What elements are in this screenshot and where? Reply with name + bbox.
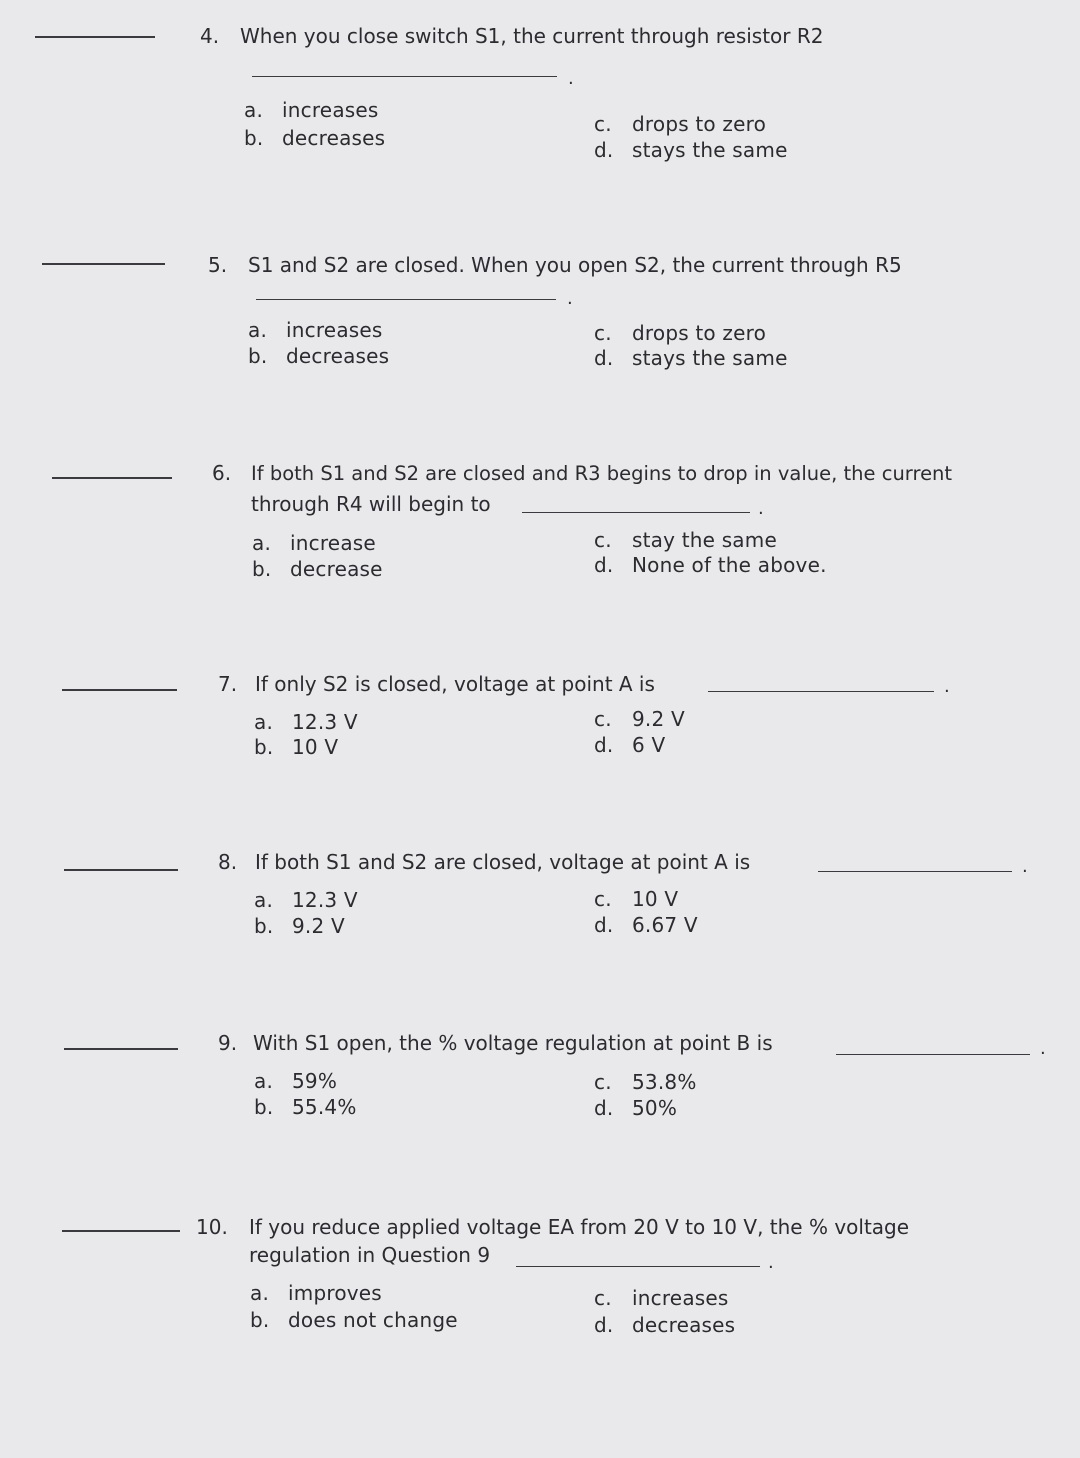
option-b[interactable] [254,914,345,938]
question-period: . [1022,856,1028,877]
option-text: does not change [288,1308,458,1332]
option-text: 55.4% [292,1095,357,1119]
option-b[interactable] [254,735,338,759]
option-c[interactable] [594,112,766,136]
option-text: 6 V [632,733,666,757]
option-text: decreases [282,126,386,150]
question-8-stem [218,848,750,877]
option-letter: a. [254,710,274,734]
option-a[interactable] [248,318,383,342]
option-d[interactable] [594,1313,735,1337]
option-text: improves [288,1281,382,1305]
question-6-stem [212,459,952,488]
option-a[interactable] [254,710,358,734]
question-period: . [758,498,764,519]
option-text: 53.8% [632,1070,697,1094]
fill-in-blank-q6[interactable] [522,512,750,513]
option-letter: b. [250,1308,270,1332]
question-number: 6. [212,461,232,485]
option-text: increase [290,531,376,555]
option-b[interactable] [250,1308,458,1332]
option-c[interactable] [594,1070,697,1094]
answer-blank-q5[interactable] [42,263,165,265]
question-text: When you close switch S1, the current through resistor R2 [240,24,824,48]
question-period: . [567,288,573,309]
option-letter: b. [244,126,264,150]
answer-blank-q10[interactable] [62,1230,180,1232]
option-letter: c. [594,1070,612,1094]
question-text: S1 and S2 are closed. When you open S2, the current through R5 [248,253,902,277]
option-d[interactable] [594,138,788,162]
answer-blank-q7[interactable] [62,689,177,691]
option-d[interactable] [594,733,665,757]
option-c[interactable] [594,321,766,345]
option-d[interactable] [594,1096,677,1120]
fill-in-blank-q5[interactable] [256,299,556,300]
option-letter: c. [594,321,612,345]
option-c[interactable] [594,1286,729,1310]
question-number: 4. [200,24,220,48]
option-text: drops to zero [632,112,767,136]
question-number: 5. [208,253,228,277]
question-period: . [768,1252,774,1273]
question-number: 10. [196,1215,228,1239]
option-text: 59% [292,1069,338,1093]
option-letter: d. [594,138,614,162]
option-letter: a. [248,318,268,342]
option-letter: c. [594,1286,612,1310]
question-10-stem-line2 [249,1241,490,1270]
option-text: 12.3 V [292,888,358,912]
option-letter: d. [594,553,614,577]
option-letter: a. [252,531,272,555]
option-letter: d. [594,346,614,370]
question-text: With S1 open, the % voltage regulation at point B is [253,1031,773,1055]
question-text: If both S1 and S2 are closed and R3 begins to drop in value, the current [251,462,953,485]
option-c[interactable] [594,887,678,911]
option-letter: d. [594,1313,614,1337]
option-b[interactable] [248,344,389,368]
option-a[interactable] [244,98,379,122]
question-text-continued: regulation in Question 9 [249,1243,491,1267]
option-text: 10 V [292,735,339,759]
option-letter: a. [254,1069,274,1093]
question-number: 7. [218,672,238,696]
option-letter: c. [594,112,612,136]
option-text: None of the above. [632,553,827,577]
option-letter: b. [248,344,268,368]
answer-blank-q6[interactable] [52,477,172,479]
fill-in-blank-q4[interactable] [252,76,557,77]
option-text: stays the same [632,138,788,162]
option-letter: b. [252,557,272,581]
option-d[interactable] [594,553,827,577]
option-text: 9.2 V [292,914,345,938]
option-text: increases [282,98,379,122]
option-text: decreases [286,344,390,368]
option-d[interactable] [594,913,698,937]
option-letter: b. [254,735,274,759]
option-letter: c. [594,707,612,731]
option-letter: d. [594,1096,614,1120]
option-text: 9.2 V [632,707,685,731]
option-a[interactable] [250,1281,382,1305]
option-text: increases [632,1286,729,1310]
option-text: 12.3 V [292,710,358,734]
option-b[interactable] [254,1095,357,1119]
option-text: 50% [632,1096,678,1120]
question-6-stem-line2 [251,490,491,519]
option-text: 6.67 V [632,913,698,937]
question-text: If only S2 is closed, voltage at point A is [255,672,655,696]
question-10-stem [196,1213,909,1242]
question-4-stem [200,22,824,51]
question-number: 8. [218,850,238,874]
fill-in-blank-q9[interactable] [836,1054,1030,1055]
option-a[interactable] [254,1069,337,1093]
question-period: . [1040,1038,1046,1059]
option-c[interactable] [594,528,777,552]
option-text: stays the same [632,346,788,370]
fill-in-blank-q10[interactable] [516,1266,760,1267]
option-a[interactable] [254,888,358,912]
option-letter: b. [254,1095,274,1119]
answer-blank-q4[interactable] [35,36,155,38]
question-text-continued: through R4 will begin to [251,492,491,516]
option-text: 10 V [632,887,679,911]
fill-in-blank-q7[interactable] [708,691,934,692]
question-period: . [568,68,574,89]
option-a[interactable] [252,531,376,555]
option-letter: d. [594,733,614,757]
option-letter: c. [594,887,612,911]
option-text: drops to zero [632,321,767,345]
answer-blank-q8[interactable] [64,869,178,871]
option-c[interactable] [594,707,685,731]
option-letter: c. [594,528,612,552]
option-d[interactable] [594,346,788,370]
option-text: decrease [290,557,383,581]
option-letter: a. [254,888,274,912]
question-7-stem [218,670,655,699]
question-number: 9. [218,1031,238,1055]
option-text: increases [286,318,383,342]
option-letter: a. [250,1281,270,1305]
question-9-stem [218,1029,773,1058]
question-text: If you reduce applied voltage EA from 20 V to 10 V, the % voltage [249,1215,910,1239]
answer-blank-q9[interactable] [64,1048,178,1050]
option-b[interactable] [252,557,383,581]
option-b[interactable] [244,126,385,150]
option-letter: b. [254,914,274,938]
option-text: stay the same [632,528,777,552]
option-letter: d. [594,913,614,937]
option-text: decreases [632,1313,736,1337]
question-text: If both S1 and S2 are closed, voltage at point A is [255,850,751,874]
fill-in-blank-q8[interactable] [818,871,1012,872]
question-period: . [944,676,950,697]
question-5-stem [208,251,902,280]
option-letter: a. [244,98,264,122]
